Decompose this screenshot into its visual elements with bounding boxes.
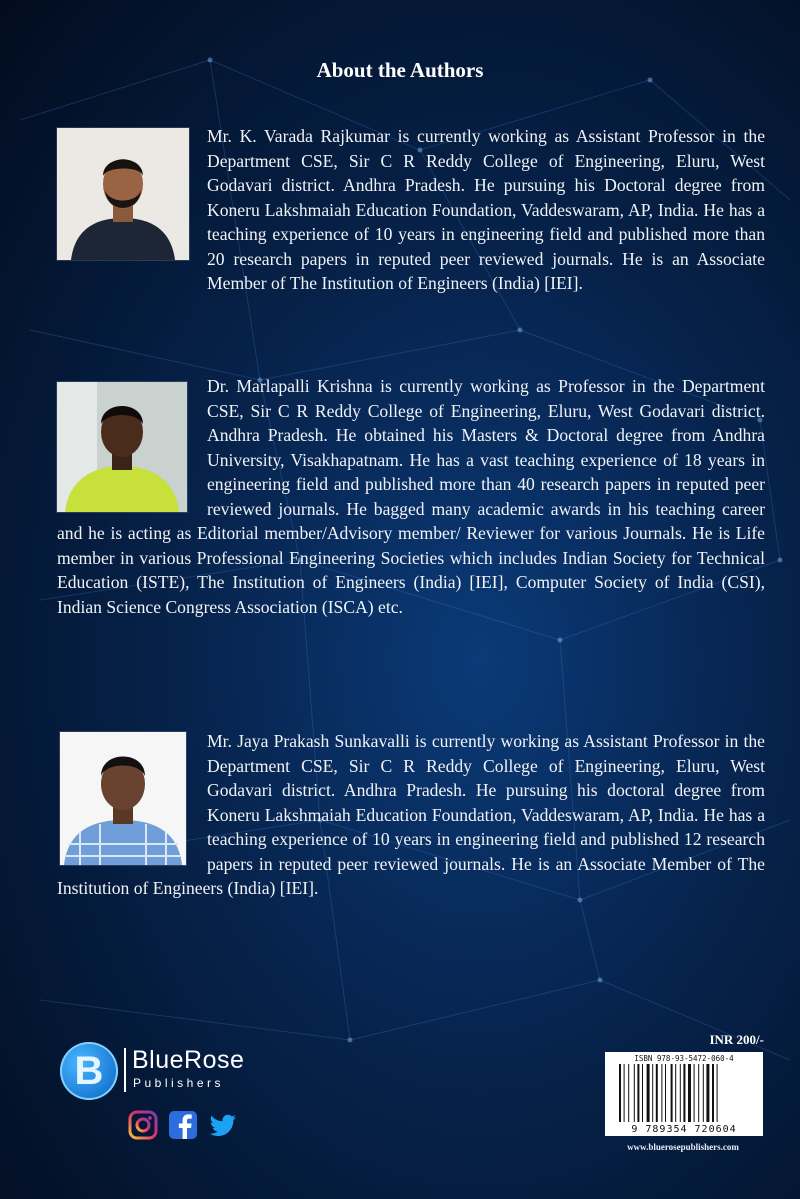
- barcode-bar: [688, 1064, 691, 1122]
- barcode-bar: [675, 1064, 676, 1122]
- barcode-bar: [624, 1064, 625, 1122]
- barcode-bar: [628, 1064, 629, 1122]
- author-2-bio: Dr. Marlapalli Krishna is currently working as Professor in the Department CSE, Sir C R Reddy College of Engineering, Eluru, West Godavari district. Andhra Pradesh. He obtained his Masters & Doctoral degree from Andhra University, Visakhapatnam. He has a vast teaching experience of 18 years in engineering field and published more than 40 research papers in reputed peer reviewed journals. He bagged many academic awards in his teaching career and he is acting as Editorial member/Advisory member/ Reviewer for various Journals. He is Life member in various Professional Engineering Societies which includes Indian Society for Technical Education (ISTE), The Institution of Engineers (India) [IEI], Computer Society of India (CSI), Indian Science Congress Association (ISCA) etc.: [57, 376, 765, 617]
- barcode-bar: [619, 1064, 621, 1122]
- barcode-bar: [642, 1064, 643, 1122]
- author-3-bio: Mr. Jaya Prakash Sunkavalli is currently working as Assistant Professor in the Department CSE, Sir C R Reddy College of Engineering, Eluru, West Godavari district. Andhra Pradesh. He pursuing his doctoral degree from Koneru Lakshmaiah Education Foundation, Vaddeswaram, AP, India. He has a teaching experience of 10 years in engineering field and published 12 research papers in reputed peer reviewed journals. He is an Associate Member of The Institution of Engineers (India) [IEI].: [57, 731, 765, 898]
- instagram-icon[interactable]: [128, 1110, 158, 1140]
- barcode-bar: [637, 1064, 639, 1122]
- barcode-bar: [694, 1064, 695, 1122]
- facebook-icon[interactable]: [168, 1110, 198, 1140]
- barcode-bar: [683, 1064, 685, 1122]
- isbn-digits: 9 789354 720604: [631, 1124, 737, 1135]
- publisher-sub: Publishers: [133, 1076, 225, 1090]
- barcode-bar: [665, 1064, 666, 1122]
- publisher-name: BlueRose: [132, 1046, 245, 1074]
- barcode-bar: [652, 1064, 653, 1122]
- barcode-bar: [656, 1064, 658, 1122]
- barcode-bar: [706, 1064, 709, 1122]
- isbn-barcode: [605, 1052, 763, 1136]
- barcode-bar: [671, 1064, 673, 1122]
- barcode-bar: [703, 1064, 704, 1122]
- barcode-bar: [698, 1064, 699, 1122]
- page-title: About the Authors: [316, 58, 484, 82]
- isbn-label: ISBN 978-93-5472-060-4: [634, 1054, 734, 1063]
- publisher-website[interactable]: www.bluerosepublishers.com: [627, 1142, 739, 1152]
- logo-divider: [124, 1048, 126, 1092]
- barcode-bar: [661, 1064, 662, 1122]
- author-1-bio: Mr. K. Varada Rajkumar is currently working as Assistant Professor in the Department CSE, Sir C R Reddy College of Engineering, Eluru, West Godavari district. Andhra Pradesh. He pursuing his Doctoral degree from Koneru Lakshmaiah Education Foundation, Vaddeswaram, AP, India. He has a teaching experience of 10 years in engineering field and published more than 20 research papers in reputed peer reviewed journals. He is an Associate Member of The Institution of Engineers (India) [IEI].: [207, 126, 765, 293]
- barcode-bar: [647, 1064, 650, 1122]
- logo-b-icon: B: [74, 1049, 104, 1093]
- barcode-bar: [717, 1064, 718, 1122]
- barcode-bar: [712, 1064, 714, 1122]
- twitter-icon[interactable]: [208, 1110, 238, 1140]
- barcode-bar: [680, 1064, 681, 1122]
- price-label: INR 200/-: [709, 1032, 764, 1047]
- publisher-logo: [60, 1042, 118, 1100]
- barcode-bar: [634, 1064, 635, 1122]
